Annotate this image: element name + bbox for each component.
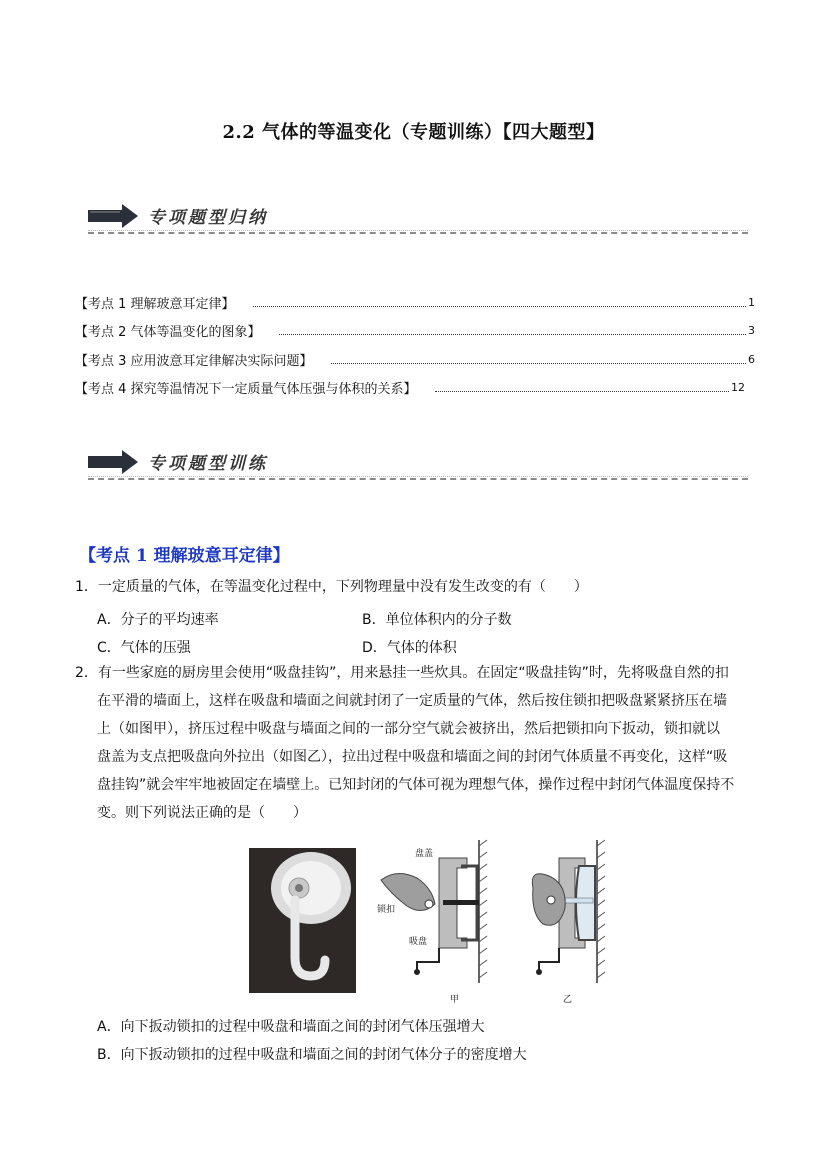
question-2-line: 盘挂钩”就会牢牢地被固定在墙壁上。已知封闭的气体可视为理想气体，操作过程中封闭气体温度保持不 <box>97 777 735 793</box>
section-heading: 【考点 1 理解玻意耳定律】 <box>79 546 290 566</box>
diagram-yi <box>519 838 609 1008</box>
option-b: B．向下扳动锁扣的过程中吸盘和墙面之间的封闭气体分子的密度增大 <box>97 1047 527 1063</box>
option-a: A．向下扳动锁扣的过程中吸盘和墙面之间的封闭气体压强增大 <box>97 1019 485 1035</box>
question-2-line: 2．有一些家庭的厨房里会使用“吸盘挂钩”，用来悬挂一些炊具。在固定“吸盘挂钩”时，先将吸盘自然的扣 <box>75 665 729 681</box>
arrow-icon <box>88 450 140 474</box>
label-lock: 锁扣 <box>377 905 396 915</box>
toc-item[interactable]: 【考点 4 探究等温情况下一定质量气体压强与体积的关系】 12 <box>75 381 745 398</box>
question-2-line: 盘盖为支点把吸盘向外拉出（如图乙），拉出过程中吸盘和墙面之间的封闭气体质量不再变化，这样“吸 <box>97 749 728 765</box>
toc-item[interactable]: 【考点 2 气体等温变化的图象】 3 <box>75 324 755 341</box>
divider <box>88 232 748 234</box>
label-cover: 盘盖 <box>415 849 434 859</box>
question-2-line: 变。则下列说法正确的是（ ） <box>97 805 307 821</box>
diagram-jia <box>377 838 497 1008</box>
label-jia: 甲 <box>450 995 460 1005</box>
question-2-line: 上（如图甲），挤压过程中吸盘与墙面之间的一部分空气就会被挤出，然后把锁扣向下扳动，锁扣就以 <box>97 721 720 737</box>
divider <box>88 478 748 480</box>
page-title: 2.2 气体的等温变化（专题训练）【四大题型】 <box>222 122 605 143</box>
banner-title: 专项题型训练 <box>148 454 268 474</box>
banner-title: 专项题型归纳 <box>148 208 268 228</box>
option-d: D．气体的体积 <box>362 640 457 656</box>
section-banner-training <box>88 444 748 480</box>
suction-hook-photo <box>249 848 356 993</box>
option-c: C．气体的压强 <box>97 640 191 656</box>
section-banner-summary <box>88 198 748 234</box>
arrow-icon <box>88 204 140 228</box>
label-yi: 乙 <box>563 995 573 1005</box>
table-of-contents <box>75 288 755 402</box>
toc-item[interactable]: 【考点 3 应用波意耳定律解决实际问题】 6 <box>75 352 755 369</box>
question-2-line: 在平滑的墙面上，这样在吸盘和墙面之间就封闭了一定质量的气体，然后按住锁扣把吸盘紧紧挤压在墙 <box>97 693 727 709</box>
question-1-stem: 1．一定质量的气体，在等温变化过程中，下列物理量中没有发生改变的有（ ） <box>75 579 588 595</box>
option-b: B．单位体积内的分子数 <box>362 612 512 628</box>
label-cup: 吸盘 <box>409 937 428 947</box>
suction-hook-figure <box>249 838 609 1008</box>
toc-item[interactable]: 【考点 1 理解玻意耳定律】 1 <box>75 295 755 312</box>
option-a: A．分子的平均速率 <box>97 612 219 628</box>
